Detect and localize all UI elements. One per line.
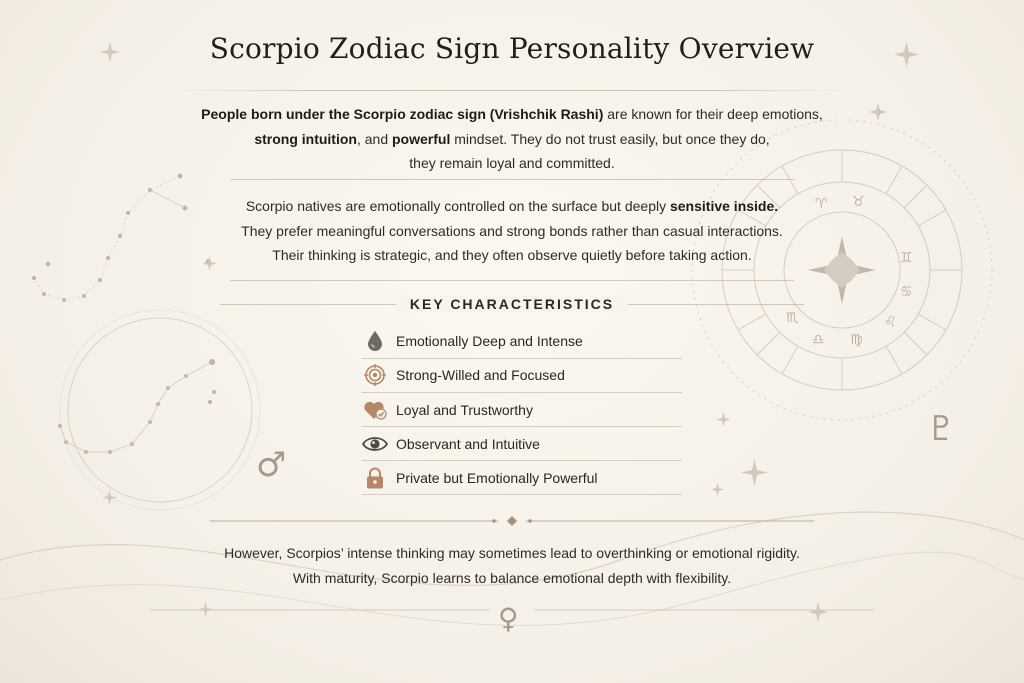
conclusion-text: With maturity, Scorpio learns to balance emotional depth with flexibility. — [292, 570, 732, 586]
conclusion-paragraph — [150, 541, 874, 591]
intro-paragraph — [150, 102, 874, 176]
intro-text: , and — [356, 130, 392, 147]
svg-text:♏: ♏ — [786, 310, 799, 326]
heart-check-icon — [362, 399, 388, 421]
section-divider — [230, 280, 794, 281]
pluto-symbol-icon: ♇ — [926, 409, 957, 449]
svg-text:♍: ♍ — [850, 332, 863, 348]
details-text: Scorpio natives are emotionally controlled on the surface but deeply — [245, 198, 670, 214]
svg-text:♌: ♌ — [884, 314, 897, 330]
trait-label: Loyal and Trustworthy — [396, 402, 533, 418]
trait-divider — [362, 426, 682, 427]
lock-icon — [362, 467, 388, 489]
details-paragraph — [150, 194, 874, 268]
trait-item — [362, 465, 598, 491]
trait-divider — [362, 392, 682, 393]
intro-text: are known for their deep emotions, — [603, 106, 823, 122]
intro-bold-text: People born under the Scorpio zodiac sign (Vrishchik Rashi) — [201, 106, 604, 122]
svg-text:♉: ♉ — [852, 194, 865, 210]
svg-text:♎: ♎ — [812, 332, 825, 348]
details-text: They prefer meaningful conversations and strong bonds rather than casual interactions. — [241, 222, 783, 239]
conclusion-text: However, Scorpios’ intense thinking may sometimes lead to overthinking or emotional rigidity. — [224, 545, 800, 561]
target-icon — [362, 364, 388, 386]
svg-text:♋: ♋ — [900, 284, 913, 300]
svg-text:♈: ♈ — [815, 196, 828, 212]
intro-text: they remain loyal and committed. — [409, 155, 615, 171]
divider-diamond-icon — [507, 516, 517, 526]
constellation-circle-icon — [68, 318, 252, 502]
intro-bold-text: powerful — [392, 130, 451, 147]
trait-label: Strong-Willed and Focused — [396, 367, 565, 383]
trait-divider — [362, 460, 682, 461]
trait-label: Observant and Intuitive — [396, 436, 540, 452]
svg-text:♊: ♊ — [900, 250, 913, 266]
trait-divider — [362, 358, 682, 359]
water-drop-icon — [362, 330, 388, 352]
title-divider — [180, 90, 844, 91]
venus-symbol-icon: ♀ — [498, 602, 519, 635]
section-divider — [230, 179, 794, 180]
intro-text: mindset. They do not trust easily, but once they do, — [450, 130, 770, 147]
characteristics-heading: KEY CHARACTERISTICS — [0, 296, 1024, 312]
trait-divider — [362, 494, 682, 495]
intro-bold-text: strong intuition — [254, 130, 357, 147]
trait-label: Emotionally Deep and Intense — [396, 333, 583, 349]
trait-item — [362, 431, 540, 457]
page-title: Scorpio Zodiac Sign Personality Overview — [209, 32, 815, 65]
eye-icon — [362, 433, 388, 455]
trait-item — [362, 362, 565, 388]
trait-label: Private but Emotionally Powerful — [396, 470, 598, 486]
trait-item — [362, 328, 583, 354]
details-bold-text: sensitive inside. — [669, 198, 779, 214]
mars-symbol-icon: ♂ — [256, 445, 287, 485]
details-text: Their thinking is strategic, and they often observe quietly before taking action. — [272, 247, 752, 263]
trait-item — [362, 397, 533, 423]
